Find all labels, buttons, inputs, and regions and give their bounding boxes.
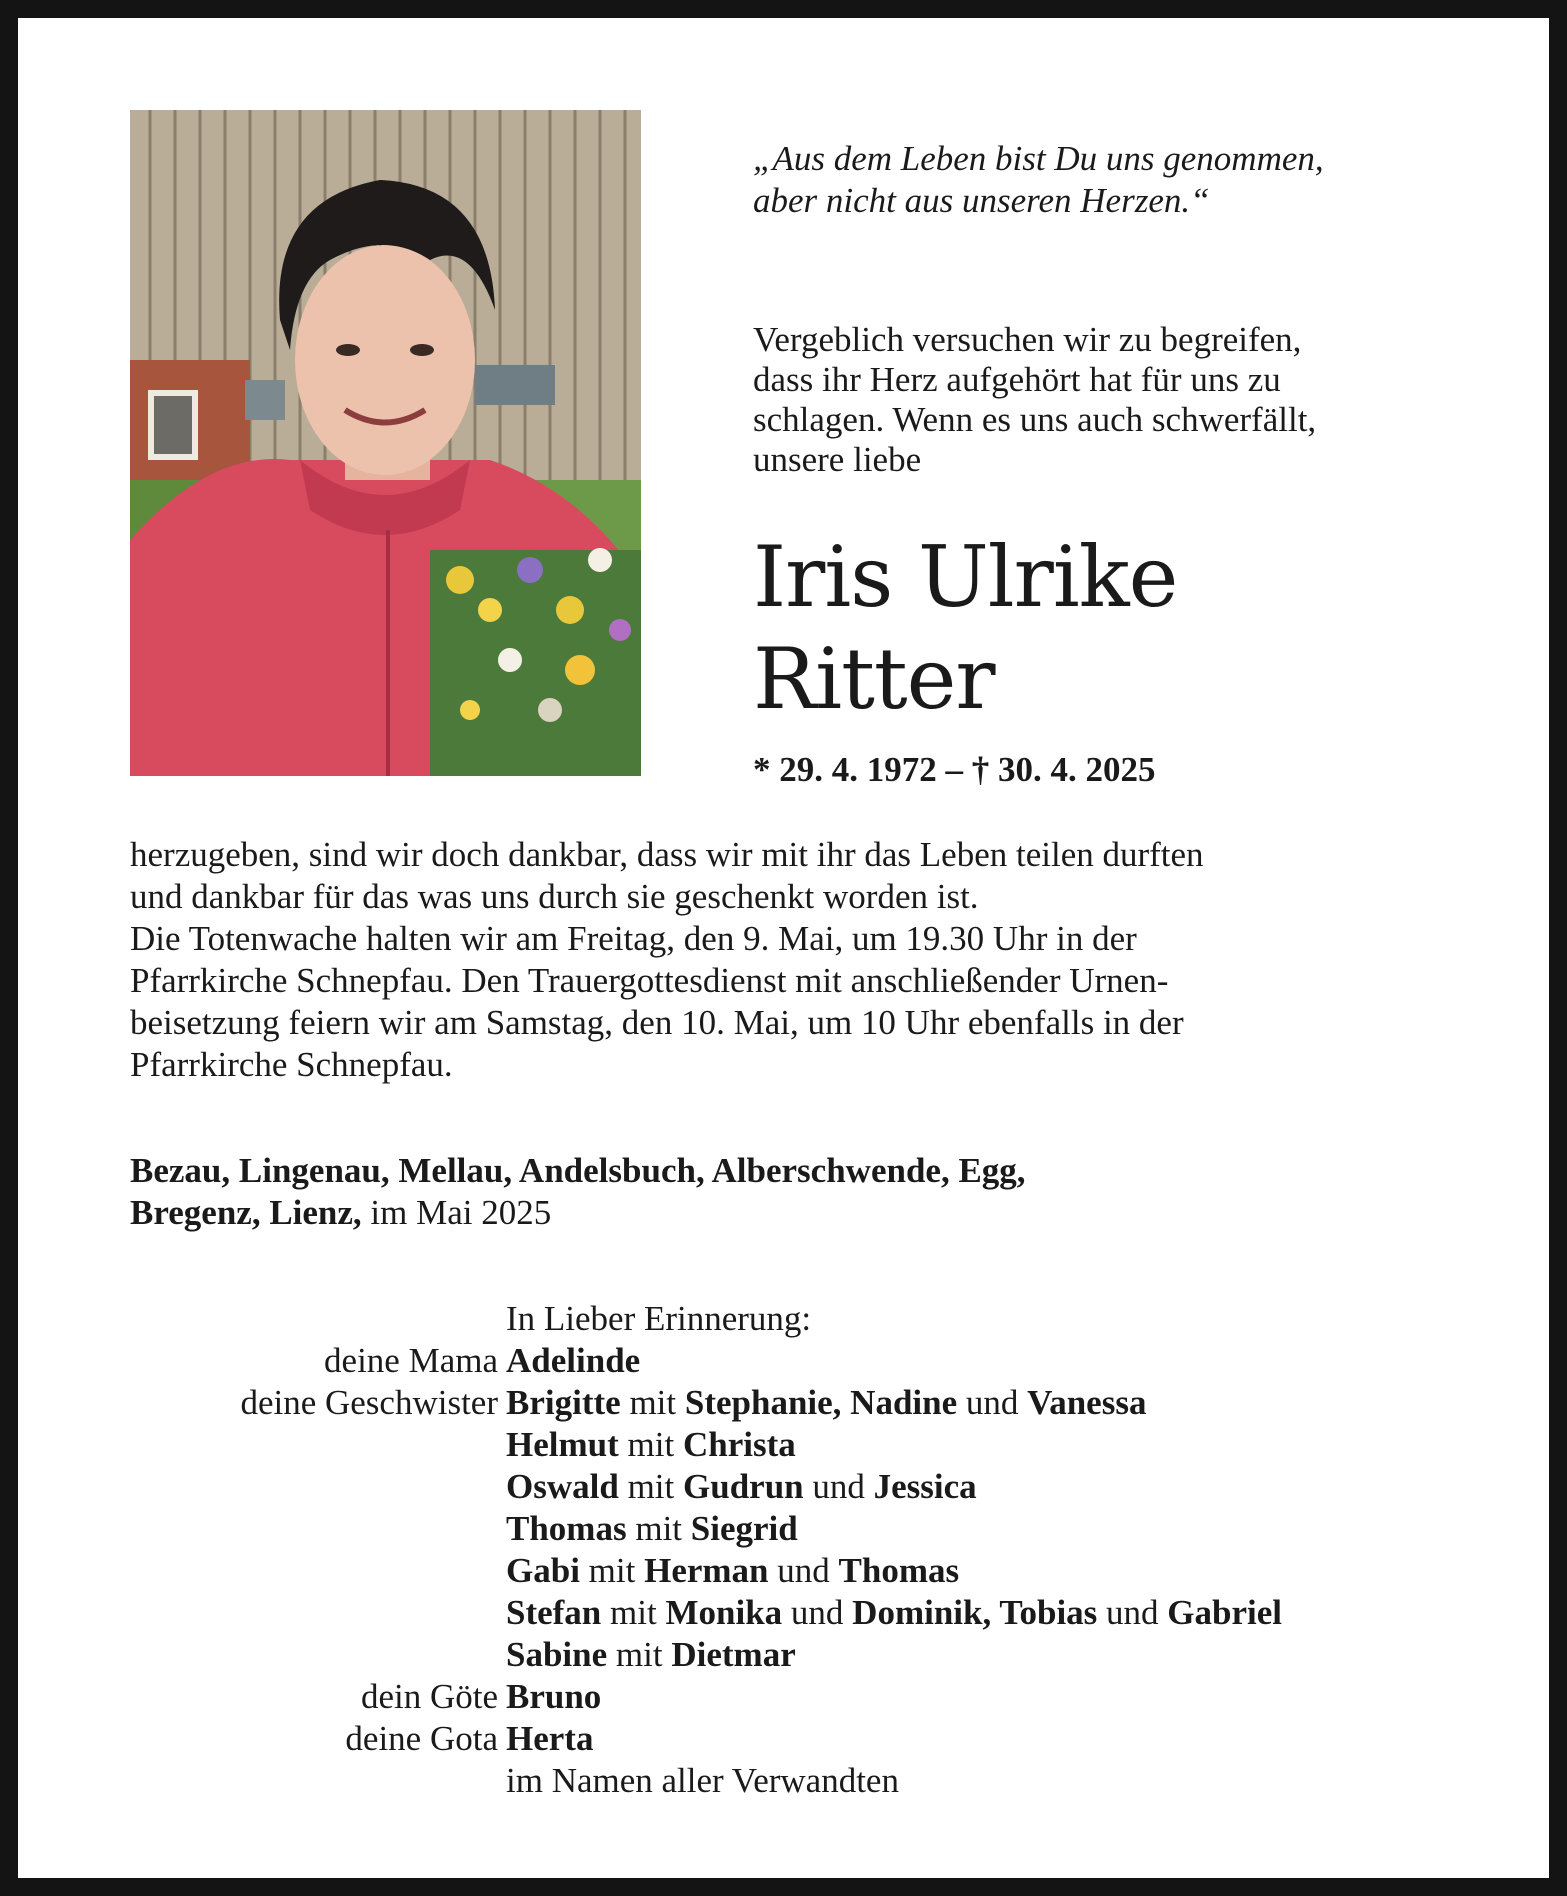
quote-line: aber nicht aus unseren Herzen.“ — [753, 181, 1210, 220]
mourner-names — [506, 1634, 796, 1676]
connector-text: und — [768, 1551, 839, 1590]
mourner-row — [130, 1424, 1490, 1466]
connector-text: mit — [579, 1551, 645, 1590]
mourner-row — [130, 1382, 1490, 1424]
mourner-label — [130, 1466, 506, 1508]
mourner-label — [130, 1298, 506, 1340]
mourner-row — [130, 1508, 1490, 1550]
places-and-date — [130, 1150, 1490, 1234]
mourner-name: Monika — [665, 1593, 783, 1632]
mourner-label: deine Mama — [324, 1341, 498, 1380]
connector-text: mit — [607, 1635, 672, 1674]
connector-text: und — [1097, 1593, 1168, 1632]
mourner-row — [130, 1676, 1490, 1718]
mourner-names — [506, 1382, 1146, 1424]
mourner-name: Gabi — [506, 1551, 580, 1590]
mourner-label: deine Gota — [345, 1719, 498, 1758]
intro-line: unsere liebe — [753, 440, 922, 479]
name-line: Iris Ulrike — [753, 528, 1178, 626]
mourner-name: Thomas — [506, 1509, 627, 1548]
mourner-names — [506, 1718, 593, 1760]
mourner-names — [506, 1508, 798, 1550]
connector-text: mit — [618, 1467, 683, 1506]
body-line: Pfarrkirche Schnepfau. Den Trauergottesdienst mit anschließender Urnen- — [130, 961, 1169, 1000]
mourner-name: Dominik, Tobias — [852, 1593, 1098, 1632]
mourner-names — [506, 1676, 601, 1718]
connector-text: mit — [620, 1383, 685, 1422]
life-dates: * 29. 4. 1972 – † 30. 4. 2025 — [753, 750, 1156, 789]
mourner-label — [130, 1592, 506, 1634]
portrait-photo-illustration — [130, 110, 641, 776]
deceased-name — [753, 526, 1177, 730]
connector-text: und — [803, 1467, 874, 1506]
memory-heading-row — [130, 1298, 1490, 1340]
mourner-name: Thomas — [838, 1551, 960, 1590]
mourner-names — [506, 1424, 796, 1466]
places-line: Bezau, Lingenau, Mellau, Andelsbuch, Alberschwende, Egg, — [130, 1151, 1026, 1190]
date-line: im Mai 2025 — [361, 1193, 552, 1232]
places-line: Bregenz, Lienz, — [130, 1193, 362, 1232]
mourner-label — [130, 1424, 506, 1466]
mourner-names — [506, 1550, 959, 1592]
mourner-label: deine Geschwister — [240, 1383, 498, 1422]
connector-text: mit — [601, 1593, 666, 1632]
mourner-label — [130, 1634, 506, 1676]
mourner-name: Oswald — [506, 1467, 619, 1506]
mourner-name: Sabine — [506, 1635, 608, 1674]
mourner-name: Brigitte — [506, 1383, 621, 1422]
mourner-row — [130, 1634, 1490, 1676]
mourners-list — [130, 1298, 1490, 1802]
mourner-row — [130, 1466, 1490, 1508]
body-line: beisetzung feiern wir am Samstag, den 10. Mai, um 10 Uhr ebenfalls in der — [130, 1003, 1184, 1042]
mourner-row — [130, 1550, 1490, 1592]
mourner-name: Siegrid — [690, 1509, 798, 1548]
mourner-names — [506, 1466, 977, 1508]
memory-heading: In Lieber Erinnerung: — [506, 1299, 812, 1338]
mourner-name: Herta — [506, 1719, 594, 1758]
name-line: Ritter — [753, 630, 995, 728]
mourner-names — [506, 1340, 640, 1382]
intro-line: dass ihr Herz aufgehört hat für uns zu — [753, 360, 1281, 399]
mourner-row — [130, 1760, 1490, 1802]
quote-block — [753, 138, 1493, 222]
mourner-name: Jessica — [873, 1467, 977, 1506]
mourner-name: Herman — [644, 1551, 769, 1590]
mourner-name: Gabriel — [1167, 1593, 1283, 1632]
mourner-name: Dietmar — [671, 1635, 796, 1674]
quote-line: „Aus dem Leben bist Du uns genommen, — [753, 139, 1324, 178]
mourner-label — [130, 1550, 506, 1592]
mourner-name: Stephanie, Nadine — [684, 1383, 958, 1422]
intro-text — [753, 320, 1493, 480]
mourner-label: dein Göte — [360, 1677, 498, 1716]
intro-line: schlagen. Wenn es uns auch schwerfällt, — [753, 400, 1317, 439]
mourner-label — [130, 1760, 506, 1802]
body-line: herzugeben, sind wir doch dankbar, dass wir mit ihr das Leben teilen durften — [130, 835, 1204, 874]
mourner-row — [130, 1718, 1490, 1760]
connector-text: im Namen aller Verwandten — [506, 1761, 899, 1800]
mourner-name: Helmut — [506, 1425, 619, 1464]
connector-text: und — [957, 1383, 1028, 1422]
service-details — [130, 834, 1490, 1086]
body-line: Die Totenwache halten wir am Freitag, den 9. Mai, um 19.30 Uhr in der — [130, 919, 1137, 958]
mourner-name: Adelinde — [506, 1341, 641, 1380]
intro-line: Vergeblich versuchen wir zu begreifen, — [753, 320, 1302, 359]
mourner-name: Bruno — [506, 1677, 602, 1716]
connector-text: mit — [618, 1425, 683, 1464]
mourner-rows — [130, 1340, 1490, 1802]
mourner-name: Gudrun — [683, 1467, 804, 1506]
mourner-row — [130, 1592, 1490, 1634]
mourner-label — [130, 1508, 506, 1550]
mourner-name: Vanessa — [1027, 1383, 1147, 1422]
connector-text: mit — [626, 1509, 691, 1548]
mourner-name: Stefan — [506, 1593, 602, 1632]
body-line: Pfarrkirche Schnepfau. — [130, 1045, 453, 1084]
body-line: und dankbar für das was uns durch sie geschenkt worden ist. — [130, 877, 979, 916]
mourner-names — [506, 1760, 899, 1802]
connector-text: und — [782, 1593, 853, 1632]
portrait-photo-icon — [130, 110, 641, 776]
mourner-row — [130, 1340, 1490, 1382]
mourner-names — [506, 1592, 1282, 1634]
mourner-name: Christa — [682, 1425, 796, 1464]
